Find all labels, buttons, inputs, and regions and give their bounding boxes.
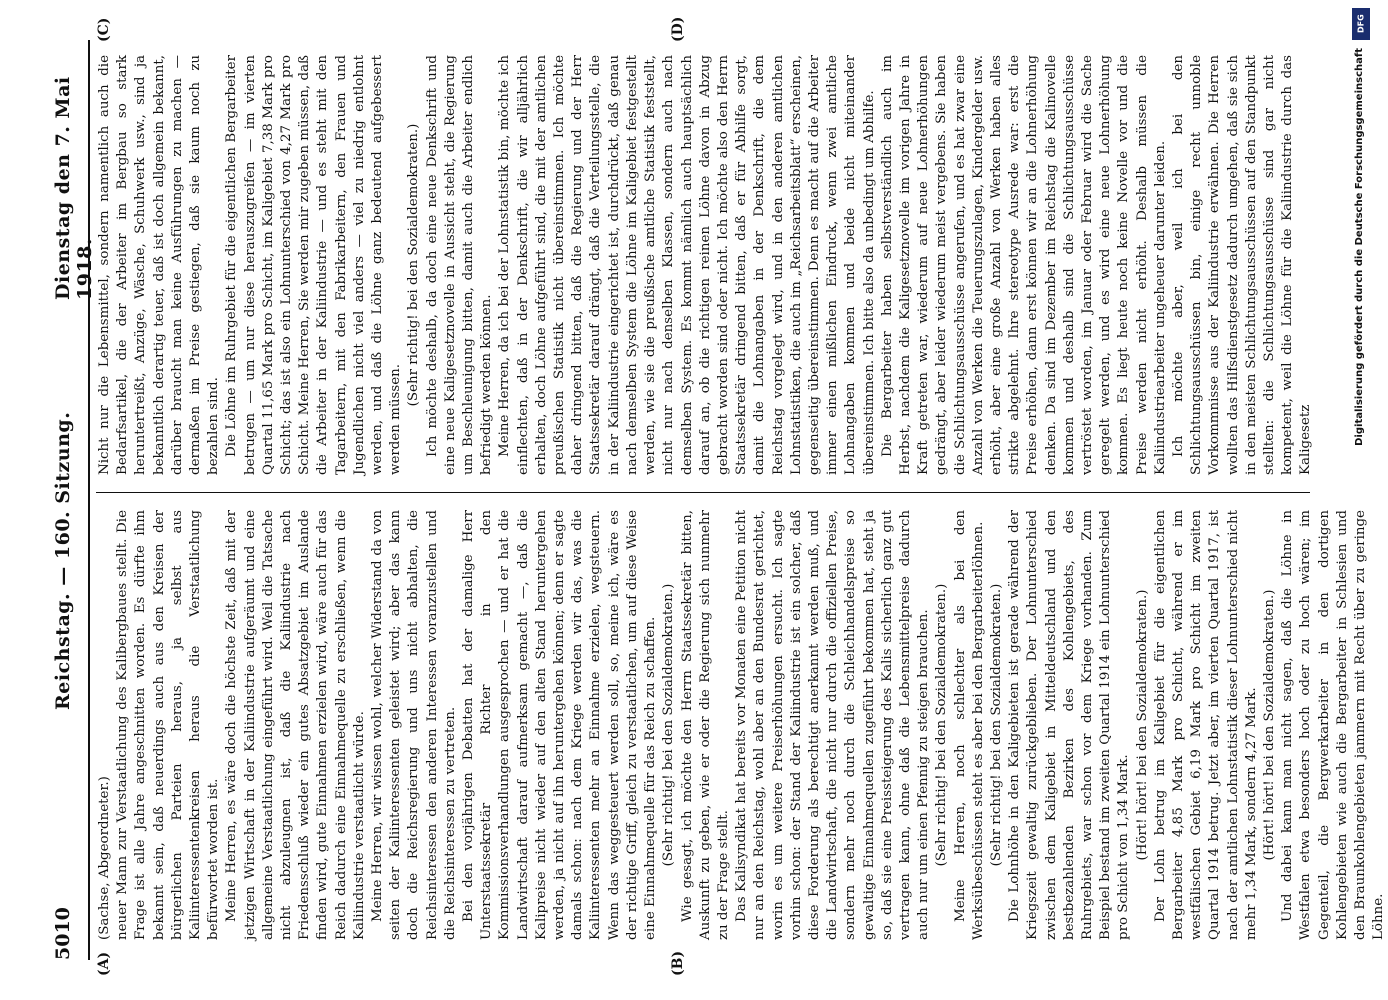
digitization-credit: [1342, 0, 1382, 1000]
header-rule: [88, 40, 90, 960]
credit-text: Digitalisierung gefördert durch die Deutsche Forschungsgemeinschaft: [1354, 48, 1365, 446]
interjection: (Sehr richtig! bei den Sozialdemokraten.): [934, 583, 950, 867]
interjection: (Hört! hört! bei den Sozialdemokraten.): [1262, 589, 1277, 861]
paragraph: Die Löhne im Ruhrgebiet für die eigentlichen Bergarbeiter betrugen — um nur diese herauszugreifen — im vierten Quartal 11,65 Mark pro Schicht, im Kaligebiet 7,38 Mark pro Schicht; das ist also ein Lohnunterschied von 4,27 Mark pro Schicht. Meine Herren, Sie werden mir zugeben müssen, daß die Arbeiter in der Kaliindustrie — und es steht mit den Tagarbeitern, mit den Fabrikarbeitern, den Frauen und Jugendlichen nicht viel anders — viel zu niedrig entlohnt werden, und daß die Löhne ganz bedeutend aufgebessert werden müssen.: [224, 55, 404, 475]
paragraph: Und dabei kann man nicht sagen, daß die Löhne in Westfalen etwa besonders hoch oder zu hoch wären; im Gegenteil, die Bergwerkarbeiter in den dortigen Kohlengebieten wie auch die Bergarbeiter in Schlesien und den Braunkohlengebieten jammern mit Recht über zu geringe Löhne.: [1280, 510, 1387, 940]
paragraph: Nicht nur die Lebensmittel, sondern namentlich auch die Bedarfsartikel, die der Arbeiter im Bergbau so stark heruntertreißt, Anzüge, Wäsche, Schuhwerk usw., sind ja bekanntlich derartig teuer, daß ist doch allgemein bekannt, darüber braucht man keine Ausführungen zu machen — dermaßen im Preise gestiegen, daß sie kaum noch zu bezahlen sind.: [97, 55, 222, 475]
paragraph: Ich möchte deshalb, da doch eine neue Denkschrift und eine neue Kaligesetznovelle in Aussicht steht, die Regierung um Beschleunigung bitten, damit auch die Arbeiter endlich befriedigt werden können.: [424, 55, 495, 475]
margin-marker-d: (D): [670, 16, 686, 42]
paragraph: Der Lohn betrug im Kaligebiet für die eigentlichen Bergarbeiter 4,85 Mark pro Schicht, während er im westfälischen Gebiet 6,19 Mark pro Schicht im zweiten Quartal 1914 betrug. Jetzt aber, im vierten Quartal 1917, ist nach der amtlichen Lohnstatistik dieser Lohnunterschied nicht mehr 1,34 Mark, sondern 4,27 Mark.: [1152, 510, 1259, 940]
page-header: [52, 40, 96, 960]
page-number: 5010: [52, 907, 74, 960]
paragraph: Ich möchte aber, weil ich bei den Schlichtungsausschüssen bin, einige recht unnoble Vorkommnisse aus der Kaliindustrie erwähnen. Die Herren wollten das Hilfsdienstgesetz dadurch umgehen, daß sie sich in den meisten Schlichtungsausschüssen auf den Standpunkt stellten: die Schlichtungsausschüsse sind gar nicht kompetent, weil die Löhne für die Kaliindustrie durch das Kaligesetz: [1170, 55, 1314, 475]
paragraph: neuer Mann zur Verstaatlichung des Kalibergbaues stellt. Die Frage ist alle Jahre angeschnitten worden. Es dürfte ihm bekannt sein, daß neuerdings auch aus den Kreisen der bürgerlichen Parteien heraus, ja selbst aus Kaliinteressentenkreisen heraus die Verstaatlichung befürwortet worden ist.: [115, 510, 222, 940]
margin-marker-b: (B): [670, 950, 686, 976]
paragraph: Das Kalisyndikat hat bereits vor Monaten eine Petition nicht nur an den Reichstag, wohl aber an den Bundesrat gerichtet, worin es um weitere Preiserhöhungen ersucht. Ich sagte vorhin schon: der Stand der Kaliindustrie ist ein solcher, daß diese Forderung als berechtigt anerkannt werden muß, und die Landwirtschaft, die nicht nur durch die offiziellen Preise, sondern mehr noch durch die Schleichhandelspreise so gewaltige Einnahmequellen zugeführt bekommen hat, steht ja so, daß sie eine Preissteigerung des Kalis sicherlich ganz gut vertragen kann, ohne daß die Lebensmittelpreise dadurch auch nur um einen Pfennig zu steigen brauchen.: [734, 510, 932, 940]
paragraph: Meine Herren, wir wissen wohl, welcher Widerstand da von seiten der Kaliinteressenten geleistet wird; aber das kann doch die Reichsregierung und uns nicht abhalten, die Reichsinteressen den anderen Interessen voranzustellen und die Reichsinteressen zu vertreten.: [370, 510, 458, 940]
paragraph: Bei den vorjährigen Debatten hat der damalige Herr Unterstaatssekretär Richter in den Kommissionsverhandlungen ausgesprochen — und er hat die Landwirtschaft darauf aufmerksam gemacht —, daß die Kalipreise nicht wieder auf den alten Stand heruntergehen werden, ja nicht auf ihn heruntergehen können; denn er sagte damals schon: nach dem Kriege werden wir das, was die Kaliinteressenten mehr an Einnahme erzielen, wegsteuern. Wenn das weggesteuert werden soll, so, meine ich, wäre es der richtige Griff, gleich zu verstaatlichen, um auf diese Weise eine Einnahmequelle für das Reich zu schaffen.: [461, 510, 659, 940]
dfg-logo: DFG: [1352, 8, 1370, 40]
interjection: (Sehr richtig! bei den Sozialdemokraten.): [406, 123, 422, 407]
column-divider: [96, 492, 1310, 493]
interjection: (Hört! hört! bei den Sozialdemokraten.): [1134, 589, 1150, 861]
session-title: Reichstag. — 160. Sitzung.: [52, 411, 74, 710]
margin-marker-a: (A): [96, 951, 112, 976]
paragraph: Die Lohnhöhe in den Kaligebieten ist gerade während der Kriegszeit gewaltig zurückgeblieben. Der Lohnunterschied zwischen dem Kaligebiet in Mitteldeutschland und den bestbezahlenden Bezirken des Kohlengebiets, des Ruhrgebiets, war schon vor dem Kriege vorhanden. Zum Beispiel bestand im zweiten Quartal 1914 ein Lohnunterschied pro Schicht von 1,34 Mark.: [1007, 510, 1132, 940]
margin-marker-c: (C): [96, 17, 112, 42]
paragraph: Meine Herren, da ich bei der Lohnstatistik bin, möchte ich einflechten, daß in der Denkschrift, die wir alljährlich erhalten, doch Löhne aufgeführt sind, die mit der amtlichen preußischen Statistik nicht übereinstimmen. Ich möchte daher dringend bitten, daß die Regierung und der Herr Staatssekretär darauf drängt, daß die Verteilungsstelle, die in der Kaliindustrie eingerichtet ist, durchdrückt, daß genau nach demselben System die Löhne im Kaligebiet festgestellt werden, wie sie die preußische amtliche Statistik feststellt, nicht nur nach denselben Klassen, sondern auch nach demselben System. Es kommt nämlich auch hauptsächlich darauf an, ob die richtigen reinen Löhne davon in Abzug gebracht worden sind oder nicht. Ich möchte also den Herrn Staatssekretär dringend bitten, daß er für Abhilfe sorgt, damit die Lohnangaben in der Denkschrift, die dem Reichstag vorgelegt wird, und in den anderen amtlichen Lohnstatistiken, die auch im „Reichsarbeitsblatt“ erscheinen, gegenseitig übereinstimmen. Denn es macht auf die Arbeiter immer einen mißlichen Eindruck, wenn zwei amtliche Lohnangaben kommen und beide nicht miteinander übereinstimmen. Ich bitte also da unbedingt um Abhilfe.: [497, 55, 877, 475]
speaker-note: (Sachse, Abgeordneter.): [97, 776, 112, 940]
paragraph: Die Bergarbeiter haben selbstverständlich auch im Herbst, nachdem die Kaligesetznovelle im vorigen Jahre in Kraft getreten war, wiederum auf neue Lohnerhöhungen gedrängt, aber leider wiederum meist vergebens. Sie haben die Schlichtungsausschüsse angerufen, und es hat zwar eine Anzahl von Werken die Teuerungszulagen, Kindergelder usw. erhöht, aber eine große Anzahl von Werken haben alles strikte abgelehnt. Ihre stereotype Ausrede war: erst die Preise erhöhen, dann erst können wir an die Lohnerhöhung denken. Da sind im Dezember im Reichstag die Kalinovelle kommen und deshalb sind die Schlichtungsausschüsse vertröstet worden, im Januar oder Februar wird die Sache geregelt werden, und es wird eine neue Lohnerhöhung kommen. Es liegt heute noch keine Novelle vor und die Preise werden nicht erhöht. Deshalb müssen die Kaliindustriearbeiter ungeheuer darunter leiden.: [879, 55, 1168, 475]
interjection: (Sehr richtig! bei den Sozialdemokraten.): [988, 583, 1004, 867]
paragraph: Meine Herren, es wäre doch die höchste Zeit, daß mit der jetzigen Wirtschaft in der Kaliindustrie aufgeräumt und eine allgemeine Verstaatlichung eingeführt wird. Weil die Tatsache nicht abzuleugnen ist, daß die Kaliindustrie nach Friedensschluß wieder ein gutes Absatzgebiet im Auslande finden wird, gute Einnahmen erzielen wird, wäre auch für das Reich dadurch eine Einnahmequelle zu erschließen, wenn die Kaliindustrie verstaatlicht würde.: [224, 510, 367, 940]
right-column: [96, 55, 1314, 475]
session-date: Dienstag den 7. Mai 1918.: [52, 76, 96, 300]
paragraph: Wie gesagt, ich möchte den Herrn Staatssekretär bitten, Auskunft zu geben, wie er oder die Regierung sich nunmehr zu der Frage stellt.: [679, 510, 731, 940]
left-column: [96, 510, 1387, 940]
interjection: (Sehr richtig! bei den Sozialdemokraten.): [661, 583, 677, 867]
paragraph: Meine Herren, noch schlechter als bei den Werksübeschüssen steht es aber bei den Bergarbeiterlöhnen.: [952, 510, 986, 940]
